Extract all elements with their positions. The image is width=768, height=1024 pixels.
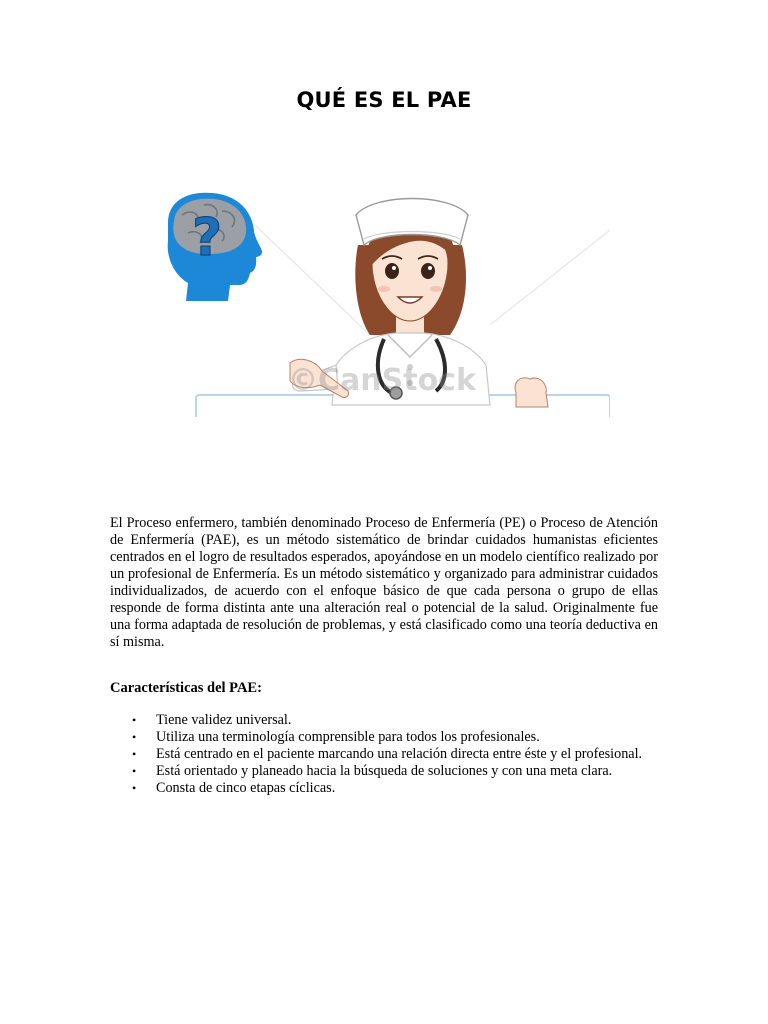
features-heading: Características del PAE: (110, 680, 262, 696)
bullet-icon: • (132, 747, 137, 761)
list-item: • Está centrado en el paciente marcando una relación directa entre éste y el profesional. (132, 746, 643, 762)
bullet-icon: • (132, 764, 137, 778)
bullet-icon: • (132, 713, 137, 727)
svg-text:?: ? (192, 208, 223, 268)
page-title: QUÉ ES EL PAE (296, 88, 472, 112)
head-question-icon (168, 193, 262, 301)
features-list (110, 712, 670, 797)
watermark-text: ©CanStock (288, 363, 476, 398)
intro-paragraph: El Proceso enfermero, también denominado Proceso de Enfermería (PE) o Proceso de Atención de Enfermería (PAE), es un método sistemático de brindar cuidados humanistas eficientes centrados en el logro de resultados esperados, apoyándose en un modelo científico realizado por un profesional de Enfermería. Es un método sistemático y organizado para administrar cuidados individualizados, de acuerdo con el enfoque básico de que cada persona o grupo de ellas responde de forma distinta ante una alteración real o potencial de la salud. Originalmente fue una forma adaptada de resolución de problemas, y está clasificado como una teoría deductiva en sí misma. (110, 515, 658, 650)
list-item: • Utiliza una terminología comprensible para todos los profesionales. (132, 729, 540, 745)
nurse-illustration (160, 185, 610, 417)
list-item: • Consta de cinco etapas cíclicas. (132, 780, 336, 796)
list-item: • Está orientado y planeado hacia la búsqueda de soluciones y con una meta clara. (132, 763, 613, 779)
list-item: • Tiene validez universal. (132, 712, 292, 728)
bullet-icon: • (132, 730, 137, 744)
bullet-icon: • (132, 781, 137, 795)
